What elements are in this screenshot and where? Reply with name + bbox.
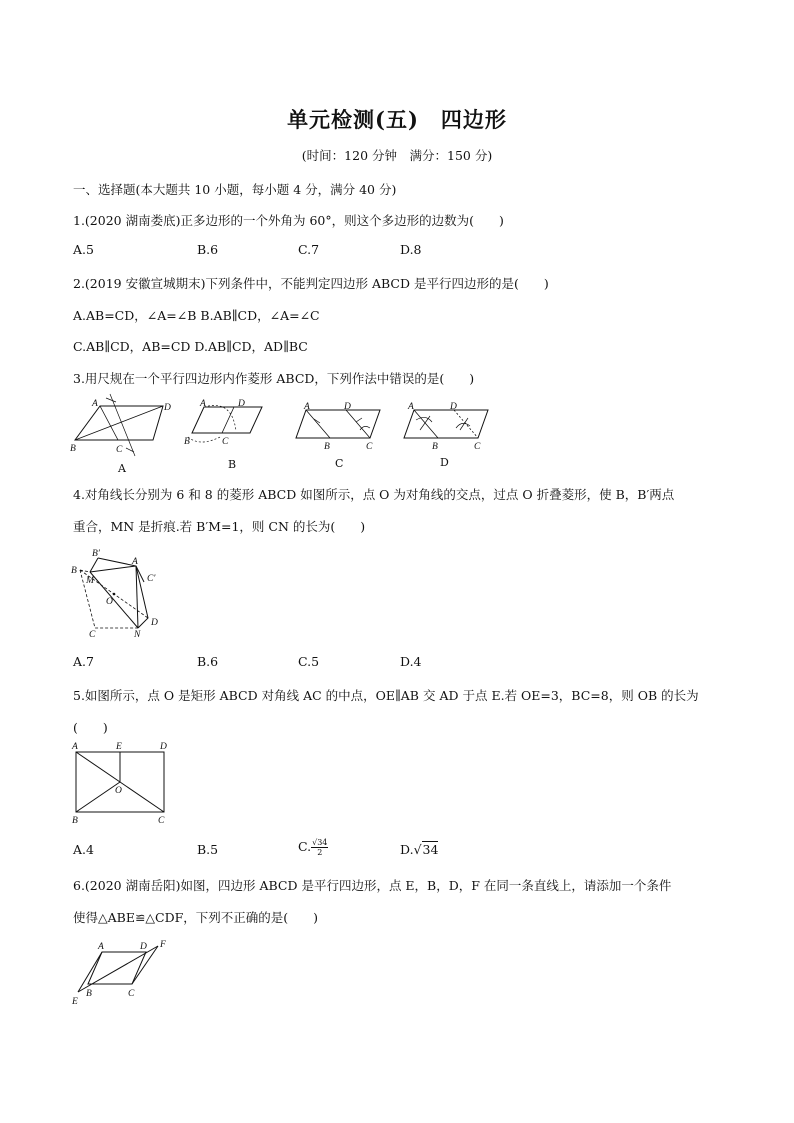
q1-option-c: C.7 — [298, 242, 320, 257]
q3-figure-c — [292, 400, 392, 450]
q5-figure — [70, 740, 180, 826]
q3-caption-b: B — [228, 458, 237, 471]
q1-option-d: D.8 — [400, 242, 422, 257]
fig4-label-o: O — [106, 597, 113, 607]
q2-stem: 2.(2019 安徽宣城期末)下列条件中，不能判定四边形 ABCD 是平行四边形的是( ) — [73, 276, 549, 291]
fig3c-label-a: A — [304, 402, 310, 412]
fig4-label-d: D — [151, 618, 158, 628]
q6-figure — [70, 936, 180, 1008]
q5-option-c-label: C. — [298, 839, 312, 854]
q3-caption-d: D — [440, 456, 449, 469]
fig4-label-m: M — [86, 576, 94, 586]
q1-stem: 1.(2020 湖南娄底)正多边形的一个外角为 60°，则这个多边形的边数为( ) — [73, 213, 504, 228]
q3-caption-a: A — [118, 462, 126, 475]
q4-option-d: D.4 — [400, 654, 422, 669]
q4-stem-line1: 4.对角线长分别为 6 和 8 的菱形 ABCD 如图所示，点 O 为对角线的交点，过点 O 折叠菱形，使 B，B′两点 — [73, 487, 675, 502]
fig3b-label-c: C — [222, 437, 229, 447]
q5-option-d-radicand: 34 — [422, 842, 439, 857]
q5-option-d: D.√34 — [400, 842, 439, 857]
fig3c-label-c: C — [366, 442, 373, 452]
fig4-label-b-prime: B′ — [92, 549, 100, 559]
q4-option-c: C.5 — [298, 654, 320, 669]
fig3d-label-b: B — [432, 442, 438, 452]
fig4-label-c-prime: C′ — [147, 574, 156, 584]
fig3d-label-c: C — [474, 442, 481, 452]
q4-figure — [70, 548, 170, 638]
q5-stem-line1: 5.如图所示，点 O 是矩形 ABCD 对角线 AC 的中点，OE∥AB 交 AD 于点 E.若 OE=3，BC=8，则 OB 的长为 — [73, 688, 699, 703]
fig3b-label-b: B — [184, 437, 190, 447]
q3-caption-c: C — [335, 457, 344, 470]
q5-option-a: A.4 — [73, 842, 94, 857]
page-title: 单元检测(五) 四边形 — [287, 107, 507, 132]
fig6-label-d: D — [140, 942, 147, 952]
fig4-label-b: B — [71, 566, 77, 576]
fig3a-label-c: C — [116, 445, 123, 455]
fig5-label-c: C — [158, 816, 165, 826]
fig3a-label-b: B — [70, 444, 76, 454]
section-heading: 一、选择题(本大题共 10 小题，每小题 4 分，满分 40 分) — [73, 182, 397, 197]
fig5-label-a: A — [72, 742, 78, 752]
q5-option-c-fraction: $\frac{√34}{2}$ — [312, 838, 328, 857]
q4-option-b: B.6 — [197, 654, 219, 669]
fig5-label-b: B — [72, 816, 78, 826]
q3-figure-a — [70, 394, 180, 456]
fig6-label-a: A — [98, 942, 104, 952]
q1-option-b: B.6 — [197, 242, 219, 257]
q3-stem: 3.用尺规在一个平行四边形内作菱形 ABCD，下列作法中错误的是( ) — [73, 371, 475, 386]
fig6-label-f: F — [160, 940, 166, 950]
q5-option-c — [298, 838, 328, 857]
fig3d-label-d: D — [450, 402, 457, 412]
exam-info: (时间：120 分钟 满分：150 分) — [301, 148, 493, 163]
fig4-label-a: A — [132, 557, 138, 567]
q5-stem-line2: ( ) — [73, 720, 108, 735]
fig6-label-c: C — [128, 989, 135, 999]
q6-stem-line1: 6.(2020 湖南岳阳)如图，四边形 ABCD 是平行四边形，点 E，B，D，F 在同一条直线上，请添加一个条件 — [73, 878, 672, 893]
fig3d-label-a: A — [408, 402, 414, 412]
fig6-label-e: E — [72, 997, 78, 1007]
fig4-label-c: C — [89, 630, 96, 640]
q1-option-a: A.5 — [73, 242, 94, 257]
fig3a-label-a: A — [92, 399, 98, 409]
fig5-label-o: O — [115, 786, 122, 796]
fig3b-label-a: A — [200, 399, 206, 409]
fig6-label-b: B — [86, 989, 92, 999]
fig5-label-e: E — [116, 742, 122, 752]
fig3a-label-d: D — [164, 403, 171, 413]
fig3c-label-d: D — [344, 402, 351, 412]
fig5-label-d: D — [160, 742, 167, 752]
q5-option-b: B.5 — [197, 842, 219, 857]
fig3c-label-b: B — [324, 442, 330, 452]
q4-stem-line2: 重合，MN 是折痕.若 B′M=1，则 CN 的长为( ) — [73, 519, 366, 534]
q2-options-line2: C.AB∥CD，AB=CD D.AB∥CD，AD∥BC — [73, 339, 308, 354]
q3-figure-b — [182, 397, 282, 447]
q4-option-a: A.7 — [73, 654, 94, 669]
q3-figure-d — [396, 400, 496, 450]
q5-option-d-label: D. — [400, 842, 414, 857]
q2-options-line1: A.AB=CD，∠A=∠B B.AB∥CD，∠A=∠C — [73, 308, 320, 323]
q6-stem-line2: 使得△ABE≌△CDF，下列不正确的是( ) — [73, 910, 319, 925]
fig3b-label-d: D — [238, 399, 245, 409]
fig4-label-n: N — [134, 630, 141, 640]
